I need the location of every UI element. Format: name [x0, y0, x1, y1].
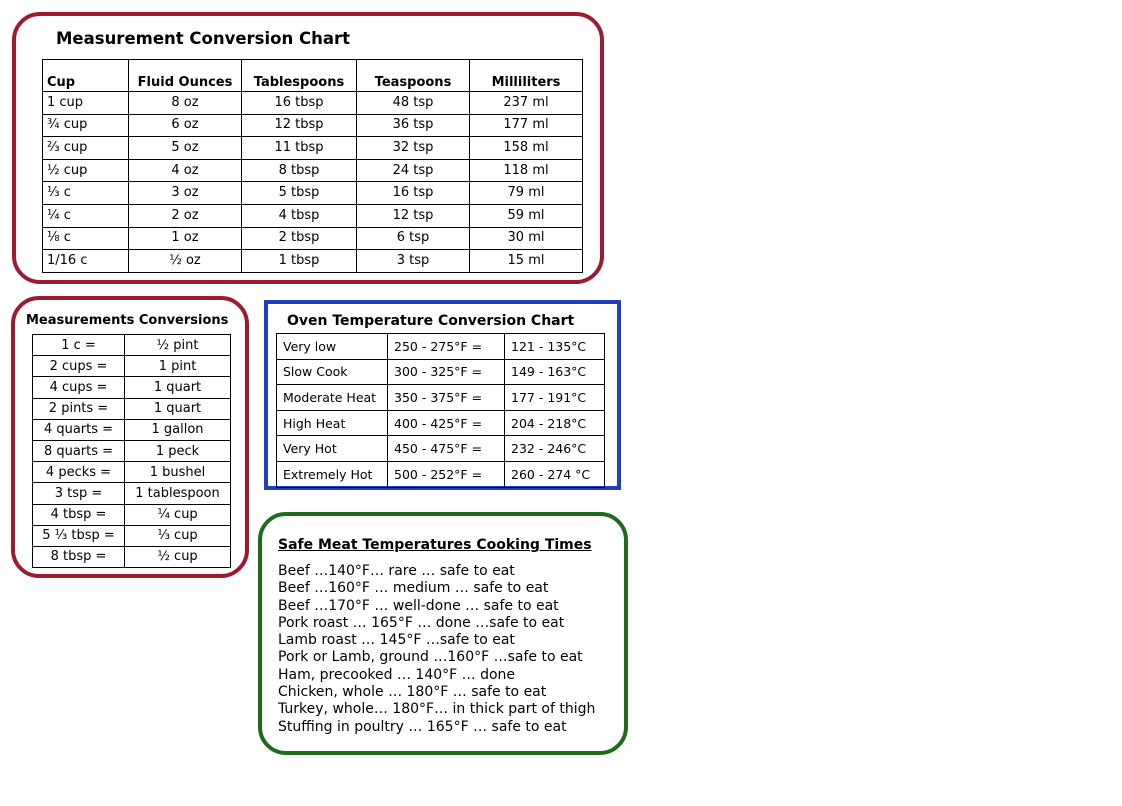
table-cell: ½ cup — [43, 159, 129, 182]
table-cell: ½ oz — [129, 250, 242, 273]
column-header-cup: Cup — [43, 60, 129, 92]
oven-temperature-panel — [264, 300, 621, 490]
table-cell: 30 ml — [470, 227, 583, 250]
table-cell: 5 ⅓ tbsp = — [33, 525, 125, 546]
table-cell: 6 oz — [129, 114, 242, 137]
table-cell: 48 tsp — [357, 92, 470, 115]
table-cell: 1 c = — [33, 335, 125, 356]
table-row — [43, 159, 583, 182]
table-cell: 15 ml — [470, 250, 583, 273]
measurements-conversions-title: Measurements Conversions — [26, 313, 229, 328]
table-cell: 1 oz — [129, 227, 242, 250]
safe-meat-temperatures-panel — [258, 512, 628, 755]
table-cell: 204 - 218°C — [505, 410, 605, 436]
table-cell: 177 - 191°C — [505, 385, 605, 411]
table-cell: 158 ml — [470, 137, 583, 160]
table-cell: 24 tsp — [357, 159, 470, 182]
safe-meat-list — [278, 563, 595, 736]
table-cell: 250 - 275°F = — [388, 334, 505, 360]
list-item: Beef …140°F… rare … safe to eat — [278, 563, 515, 579]
table-row — [33, 546, 231, 567]
table-cell: 4 pecks = — [33, 462, 125, 483]
table-row — [43, 250, 583, 273]
table-row — [33, 525, 231, 546]
table-cell: Extremely Hot — [277, 461, 388, 487]
table-cell: ¾ cup — [43, 114, 129, 137]
table-cell: ⅔ cup — [43, 137, 129, 160]
column-header-tablespoons: Tablespoons — [242, 60, 357, 92]
table-cell: 16 tsp — [357, 182, 470, 205]
table-cell: 8 quarts = — [33, 440, 125, 461]
table-row — [277, 385, 605, 411]
table-cell: 1 gallon — [125, 419, 231, 440]
table-cell: ½ pint — [125, 335, 231, 356]
table-cell: Slow Cook — [277, 359, 388, 385]
table-cell: 3 oz — [129, 182, 242, 205]
table-row — [33, 440, 231, 461]
list-item: Chicken, whole … 180°F … safe to eat — [278, 684, 547, 701]
oven-temperature-title: Oven Temperature Conversion Chart — [287, 313, 575, 329]
table-cell: 260 - 274 °C — [505, 461, 605, 487]
table-cell: 8 oz — [129, 92, 242, 115]
table-cell: 4 tbsp = — [33, 504, 125, 525]
table-cell: 1 tablespoon — [125, 483, 231, 504]
table-cell: 121 - 135°C — [505, 334, 605, 360]
table-cell: ⅛ c — [43, 227, 129, 250]
list-item: Pork roast … 165°F … done …safe to eat — [278, 614, 565, 631]
table-cell: 2 pints = — [33, 398, 125, 419]
table-cell: 3 tsp = — [33, 483, 125, 504]
measurements-conversions-table — [32, 334, 231, 568]
oven-temperature-table — [276, 333, 605, 488]
table-row — [33, 356, 231, 377]
table-cell: ⅓ c — [43, 182, 129, 205]
table-row — [43, 114, 583, 137]
table-cell: 1 peck — [125, 440, 231, 461]
table-row — [277, 334, 605, 360]
table-row — [33, 419, 231, 440]
table-cell: 16 tbsp — [242, 92, 357, 115]
table-cell: 149 - 163°C — [505, 359, 605, 385]
list-item: Ham, precooked … 140°F … done — [278, 666, 516, 683]
table-row — [43, 204, 583, 227]
measurement-chart-title: Measurement Conversion Chart — [56, 29, 350, 48]
table-cell: 3 tsp — [357, 250, 470, 273]
table-cell: 6 tsp — [357, 227, 470, 250]
table-cell: 11 tbsp — [242, 137, 357, 160]
table-row — [33, 483, 231, 504]
table-cell: ¼ cup — [125, 504, 231, 525]
table-cell: 79 ml — [470, 182, 583, 205]
table-cell: 1 bushel — [125, 462, 231, 483]
table-cell: High Heat — [277, 410, 388, 436]
table-cell: 59 ml — [470, 204, 583, 227]
table-cell: 300 - 325°F = — [388, 359, 505, 385]
table-row — [33, 398, 231, 419]
table-row — [33, 377, 231, 398]
table-cell: 2 oz — [129, 204, 242, 227]
measurement-conversion-table — [42, 59, 583, 273]
table-cell: 2 tbsp — [242, 227, 357, 250]
table-row — [33, 504, 231, 525]
list-item: Stuffing in poultry … 165°F … safe to eat — [278, 718, 567, 735]
table-cell: 8 tbsp = — [33, 546, 125, 567]
table-cell: 1 pint — [125, 356, 231, 377]
table-cell: Very Hot — [277, 436, 388, 462]
table-row — [43, 137, 583, 160]
list-item: Pork or Lamb, ground …160°F …safe to eat — [278, 649, 583, 666]
list-item: Beef …170°F … well-done … safe to eat — [278, 597, 559, 614]
table-cell: 1 quart — [125, 398, 231, 419]
table-cell: 1 tbsp — [242, 250, 357, 273]
table-cell: 350 - 375°F = — [388, 385, 505, 411]
table-cell: 237 ml — [470, 92, 583, 115]
column-header-teaspoons: Teaspoons — [357, 60, 470, 92]
table-row — [43, 92, 583, 115]
table-cell: ¼ c — [43, 204, 129, 227]
table-cell: 4 tbsp — [242, 204, 357, 227]
table-cell: 1 cup — [43, 92, 129, 115]
table-cell: 32 tsp — [357, 137, 470, 160]
table-cell: 2 cups = — [33, 356, 125, 377]
table-row — [277, 436, 605, 462]
safe-meat-title: Safe Meat Temperatures Cooking Times — [278, 537, 592, 553]
table-cell: 1 quart — [125, 377, 231, 398]
table-cell: Moderate Heat — [277, 385, 388, 411]
list-item: Turkey, whole… 180°F… in thick part of thigh — [278, 701, 596, 718]
column-header-fluid-ounces: Fluid Ounces — [129, 60, 242, 92]
table-cell: 177 ml — [470, 114, 583, 137]
table-cell: 450 - 475°F = — [388, 436, 505, 462]
table-header-row — [43, 60, 583, 92]
measurements-conversions-panel — [11, 296, 249, 578]
table-row — [277, 461, 605, 487]
table-cell: Very low — [277, 334, 388, 360]
table-cell: 36 tsp — [357, 114, 470, 137]
table-cell: 400 - 425°F = — [388, 410, 505, 436]
table-row — [277, 410, 605, 436]
column-header-milliliters: Milliliters — [470, 60, 583, 92]
list-item: Lamb roast … 145°F …safe to eat — [278, 632, 515, 649]
table-cell: 118 ml — [470, 159, 583, 182]
table-cell: 232 - 246°C — [505, 436, 605, 462]
table-cell: 12 tbsp — [242, 114, 357, 137]
table-cell: 500 - 252°F = — [388, 461, 505, 487]
list-item: Beef …160°F … medium … safe to eat — [278, 580, 549, 597]
table-cell: 4 cups = — [33, 377, 125, 398]
table-row — [33, 462, 231, 483]
table-cell: 1/16 c — [43, 250, 129, 273]
table-row — [43, 227, 583, 250]
table-cell: 5 oz — [129, 137, 242, 160]
table-cell: ⅓ cup — [125, 525, 231, 546]
table-row — [33, 335, 231, 356]
measurement-conversion-panel — [12, 12, 604, 284]
table-cell: ½ cup — [125, 546, 231, 567]
table-row — [43, 182, 583, 205]
table-cell: 12 tsp — [357, 204, 470, 227]
table-cell: 5 tbsp — [242, 182, 357, 205]
table-cell: 4 quarts = — [33, 419, 125, 440]
table-cell: 4 oz — [129, 159, 242, 182]
table-cell: 8 tbsp — [242, 159, 357, 182]
table-row — [277, 359, 605, 385]
